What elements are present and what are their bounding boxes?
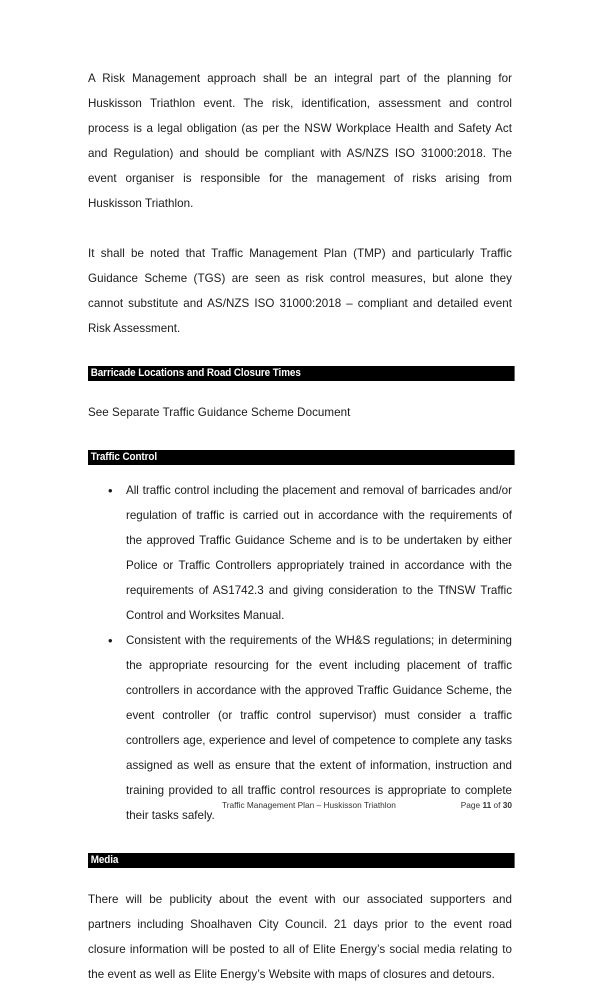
list-item [88, 628, 512, 828]
footer-page-prefix: Page [460, 800, 481, 810]
page-content [88, 66, 512, 987]
list-item-text: All traffic control including the placement and removal of barricades and/or regulation of traffic is carried out in accordance with the requirements of the approved Traffic Guidance Scheme and is to be undertaken by either Police or Traffic Controllers appropriately trained in accordance with the requirements of AS1742.3 and giving consideration to the TfNSW Traffic Control and Worksites Manual. [126, 484, 512, 622]
footer-document-title: Traffic Management Plan – Huskisson Triathlon [222, 800, 396, 810]
footer-total-pages: 30 [502, 800, 512, 810]
footer-page-of: of [493, 800, 501, 810]
paragraph-barricade-body: See Separate Traffic Guidance Scheme Document [88, 406, 351, 419]
bullet-point-icon: • [108, 483, 113, 498]
paragraph-spacer [88, 216, 512, 241]
list-item-text: Consistent with the requirements of the WH&S regulations; in determining the appropriate resourcing for the event including placement of traffic controllers in accordance with the approved Traffic Guidance Scheme, the event controller (or traffic control supervisor) must consider a traffic controllers age, experience and level of competence to complete any tasks assigned as well as ensure that the extent of information, instruction and training provided to all traffic control resources is appropriate to complete their tasks safely. [126, 634, 512, 822]
section-spacer-3 [88, 828, 512, 853]
bullet-point-icon: • [108, 633, 113, 648]
section-heading-media-wrap [88, 853, 512, 868]
section-heading-barricade-wrap [88, 366, 512, 381]
footer-current-page: 11 [482, 800, 492, 810]
section-heading-traffic-control: Traffic Control [88, 450, 515, 465]
paragraph-media-body: There will be publicity about the event with our associated supporters and partners including Shoalhaven City Council. 21 days prior to the event road closure information will be posted to all of Elite Energy’s social media relating to the event as well as Elite Energy’s Website with maps of closures and detours. [88, 893, 512, 981]
page-footer [88, 800, 512, 814]
paragraph-tmp-note: It shall be noted that Traffic Management Plan (TMP) and particularly Traffic Guidance Scheme (TGS) are seen as risk control measures, but alone they cannot substitute and AS/NZS ISO 31000:2018 – compliant and detailed event Risk Assessment. [88, 247, 512, 335]
section-spacer [88, 341, 512, 366]
footer-page-number [461, 800, 512, 810]
section-heading-barricade: Barricade Locations and Road Closure Times [88, 366, 515, 381]
heading-body-spacer [88, 381, 512, 400]
paragraph-risk-management: A Risk Management approach shall be an integral part of the planning for Huskisson Triathlon event. The risk, identification, assessment and control process is a legal obligation (as per the NSW Workplace Health and Safety Act and Regulation) and should be compliant with AS/NZS ISO 31000:2018. The event organiser is responsible for the management of risks arising from Huskisson Triathlon. [88, 72, 512, 210]
list-item [88, 478, 512, 628]
heading-body-spacer-2 [88, 868, 512, 887]
section-heading-traffic-control-wrap [88, 450, 512, 465]
section-spacer-2 [88, 425, 512, 450]
traffic-control-bullet-list [88, 478, 512, 828]
section-heading-media: Media [88, 853, 515, 868]
heading-list-spacer [88, 465, 512, 478]
